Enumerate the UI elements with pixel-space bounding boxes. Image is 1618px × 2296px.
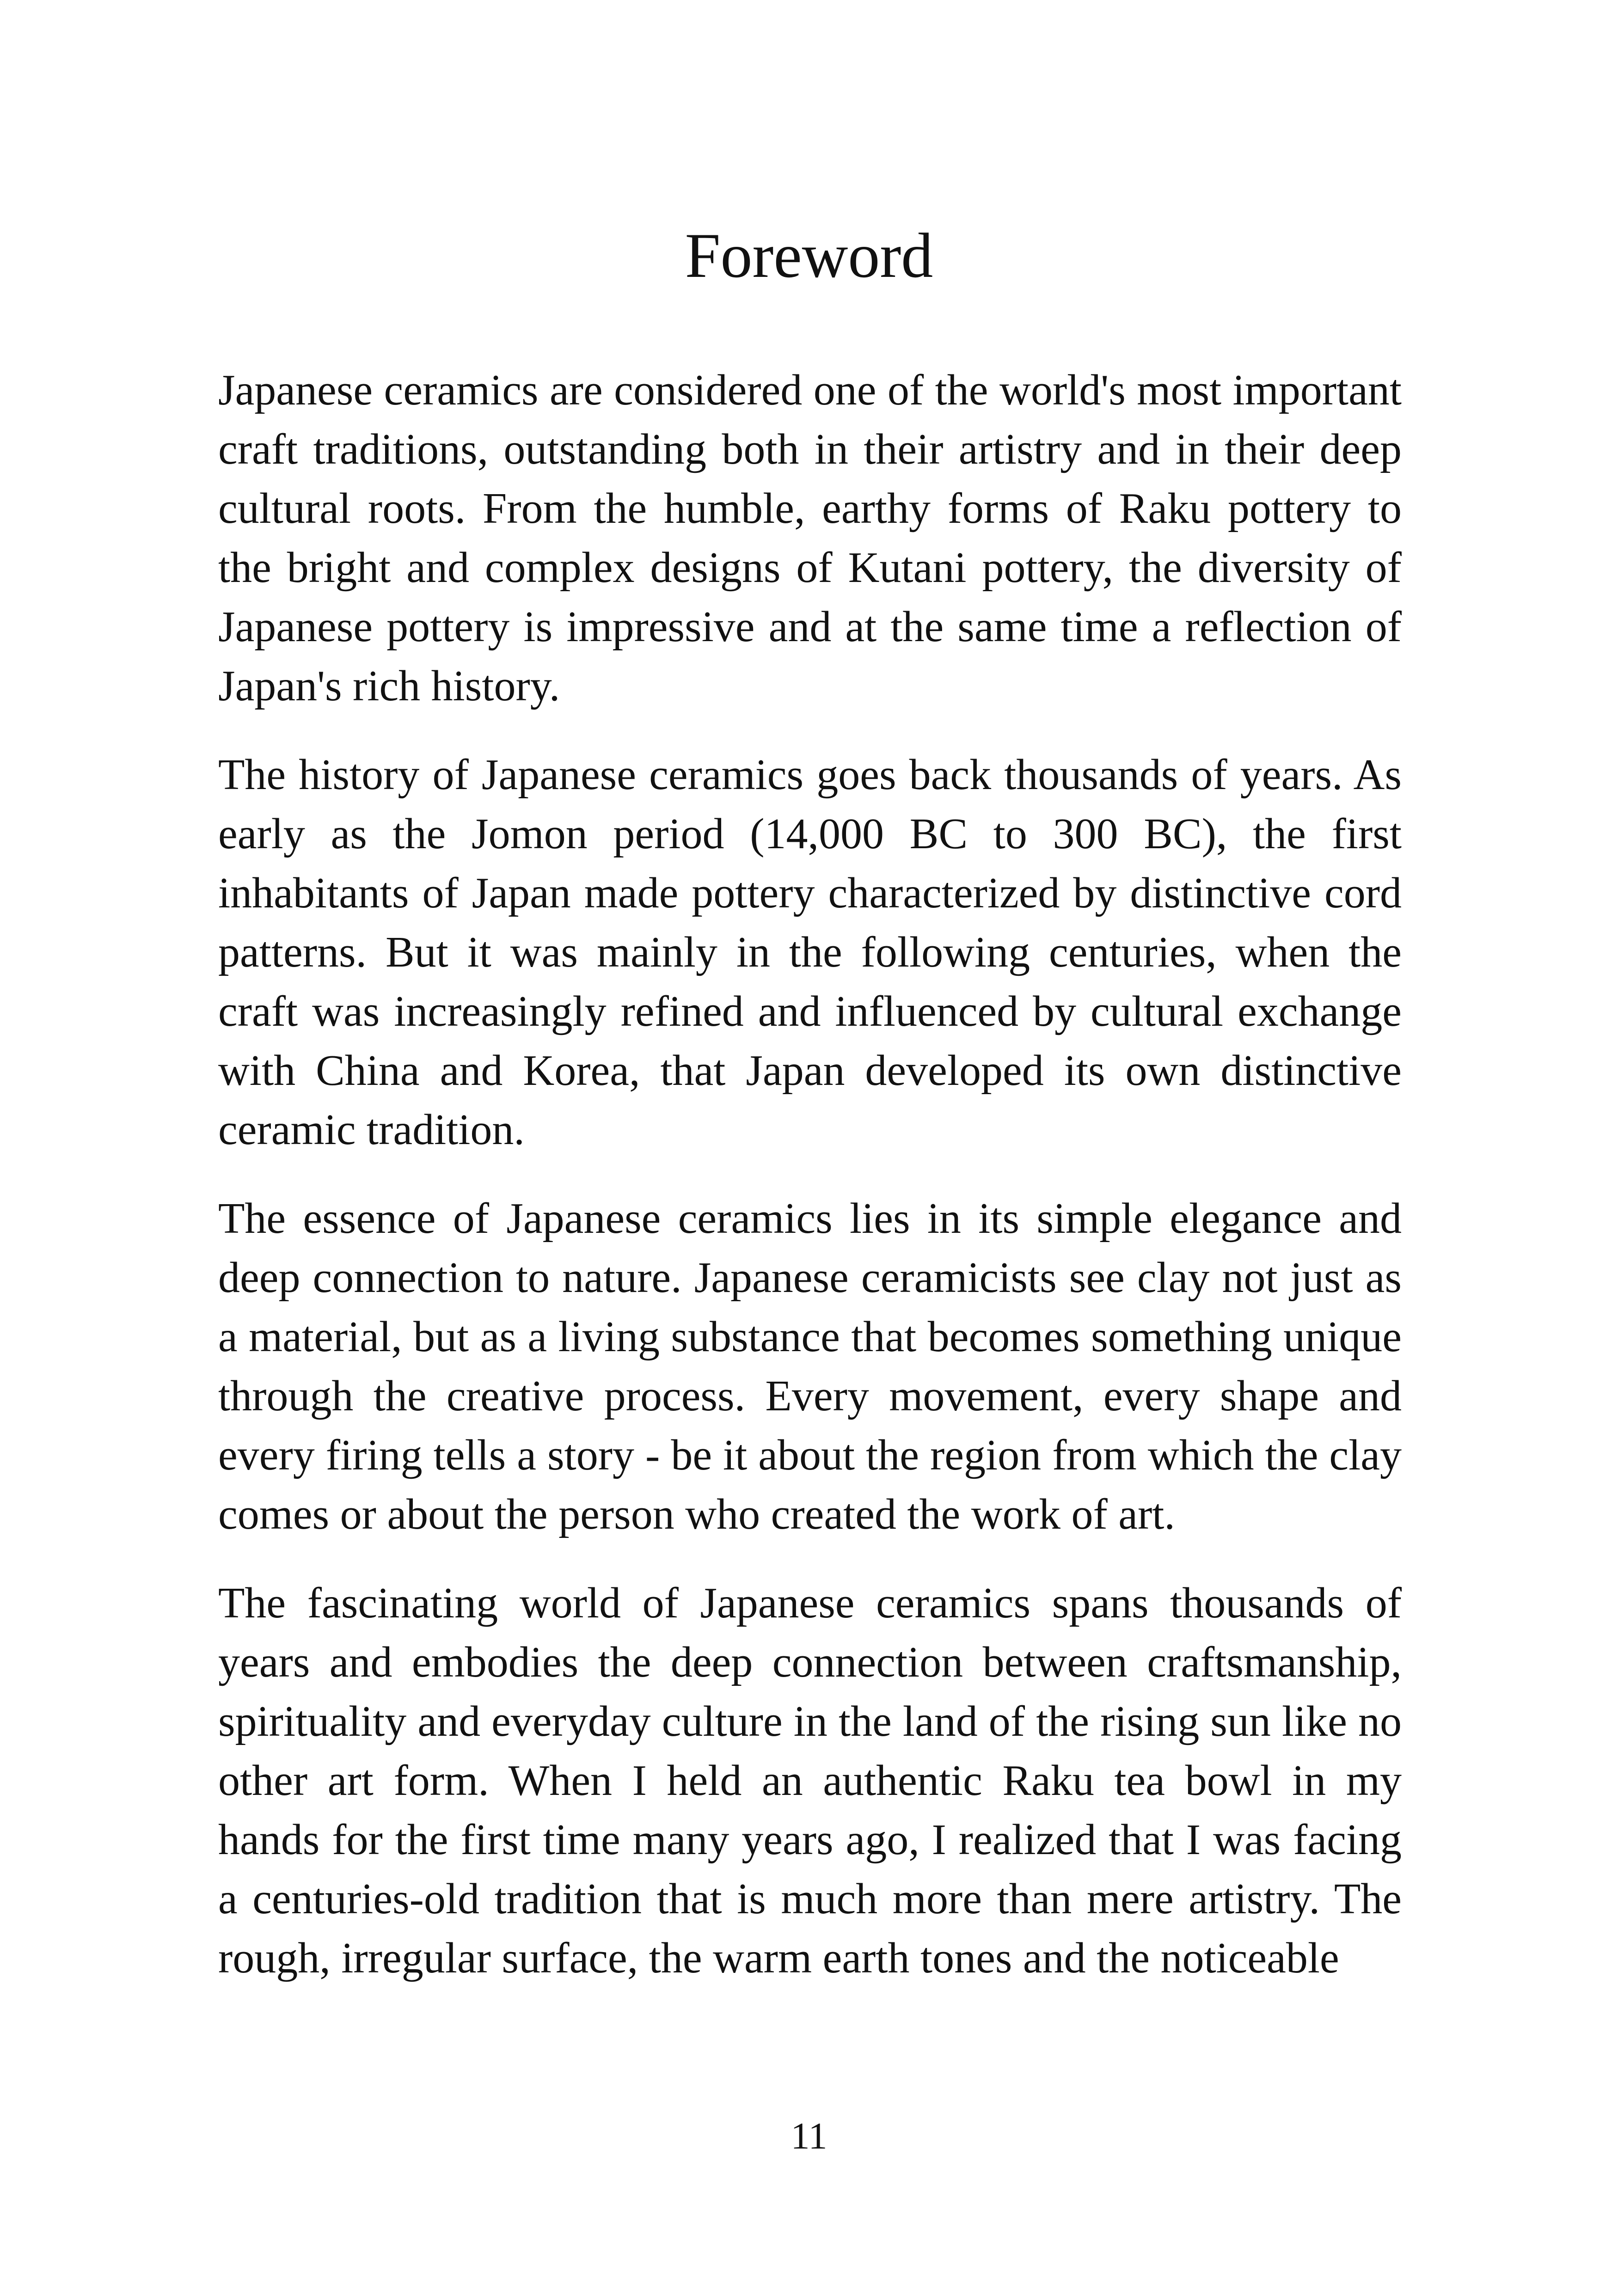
paragraph-2: The history of Japanese ceramics goes back thousands of years. As early as the Jomon period (14,000 BC to 300 BC), the first inhabitants of Japan made pottery characterized by distinctive cord patterns. But it was mainly in the following centuries, when the craft was increasingly refined and influenced by cultural exchange with China and Korea, that Japan developed its own distinctive ceramic tradition. [218,751,1402,1154]
body-text [218,361,1402,2017]
paragraph-1: Japanese ceramics are considered one of the world's most important craft traditions, outstanding both in their artistry and in their deep cultural roots. From the humble, earthy forms of Raku pottery to the bright and complex designs of Kutani pottery, the diversity of Japanese pottery is impressive and at the same time a reflection of Japan's rich history. [218,366,1402,710]
page-number: 11 [791,2115,827,2157]
paragraph-4: The fascinating world of Japanese ceramics spans thousands of years and embodies the deep connection between craftsmanship, spirituality and everyday culture in the land of the rising sun like no other art form. When I held an authentic Raku tea bowl in my hands for the first time many years ago, I realized that I was facing a centuries-old tradition that is much more than mere artistry. The rough, irregular surface, the warm earth tones and the noticeable [218,1579,1402,1982]
page-title: Foreword [685,220,933,291]
paragraph-3: The essence of Japanese ceramics lies in its simple elegance and deep connection to nature. Japanese ceramicists see clay not just as a material, but as a living substance that becomes something unique through the creative process. Every movement, every shape and every firing tells a story - be it about the region from which the clay comes or about the person who created the work of art. [218,1194,1402,1538]
